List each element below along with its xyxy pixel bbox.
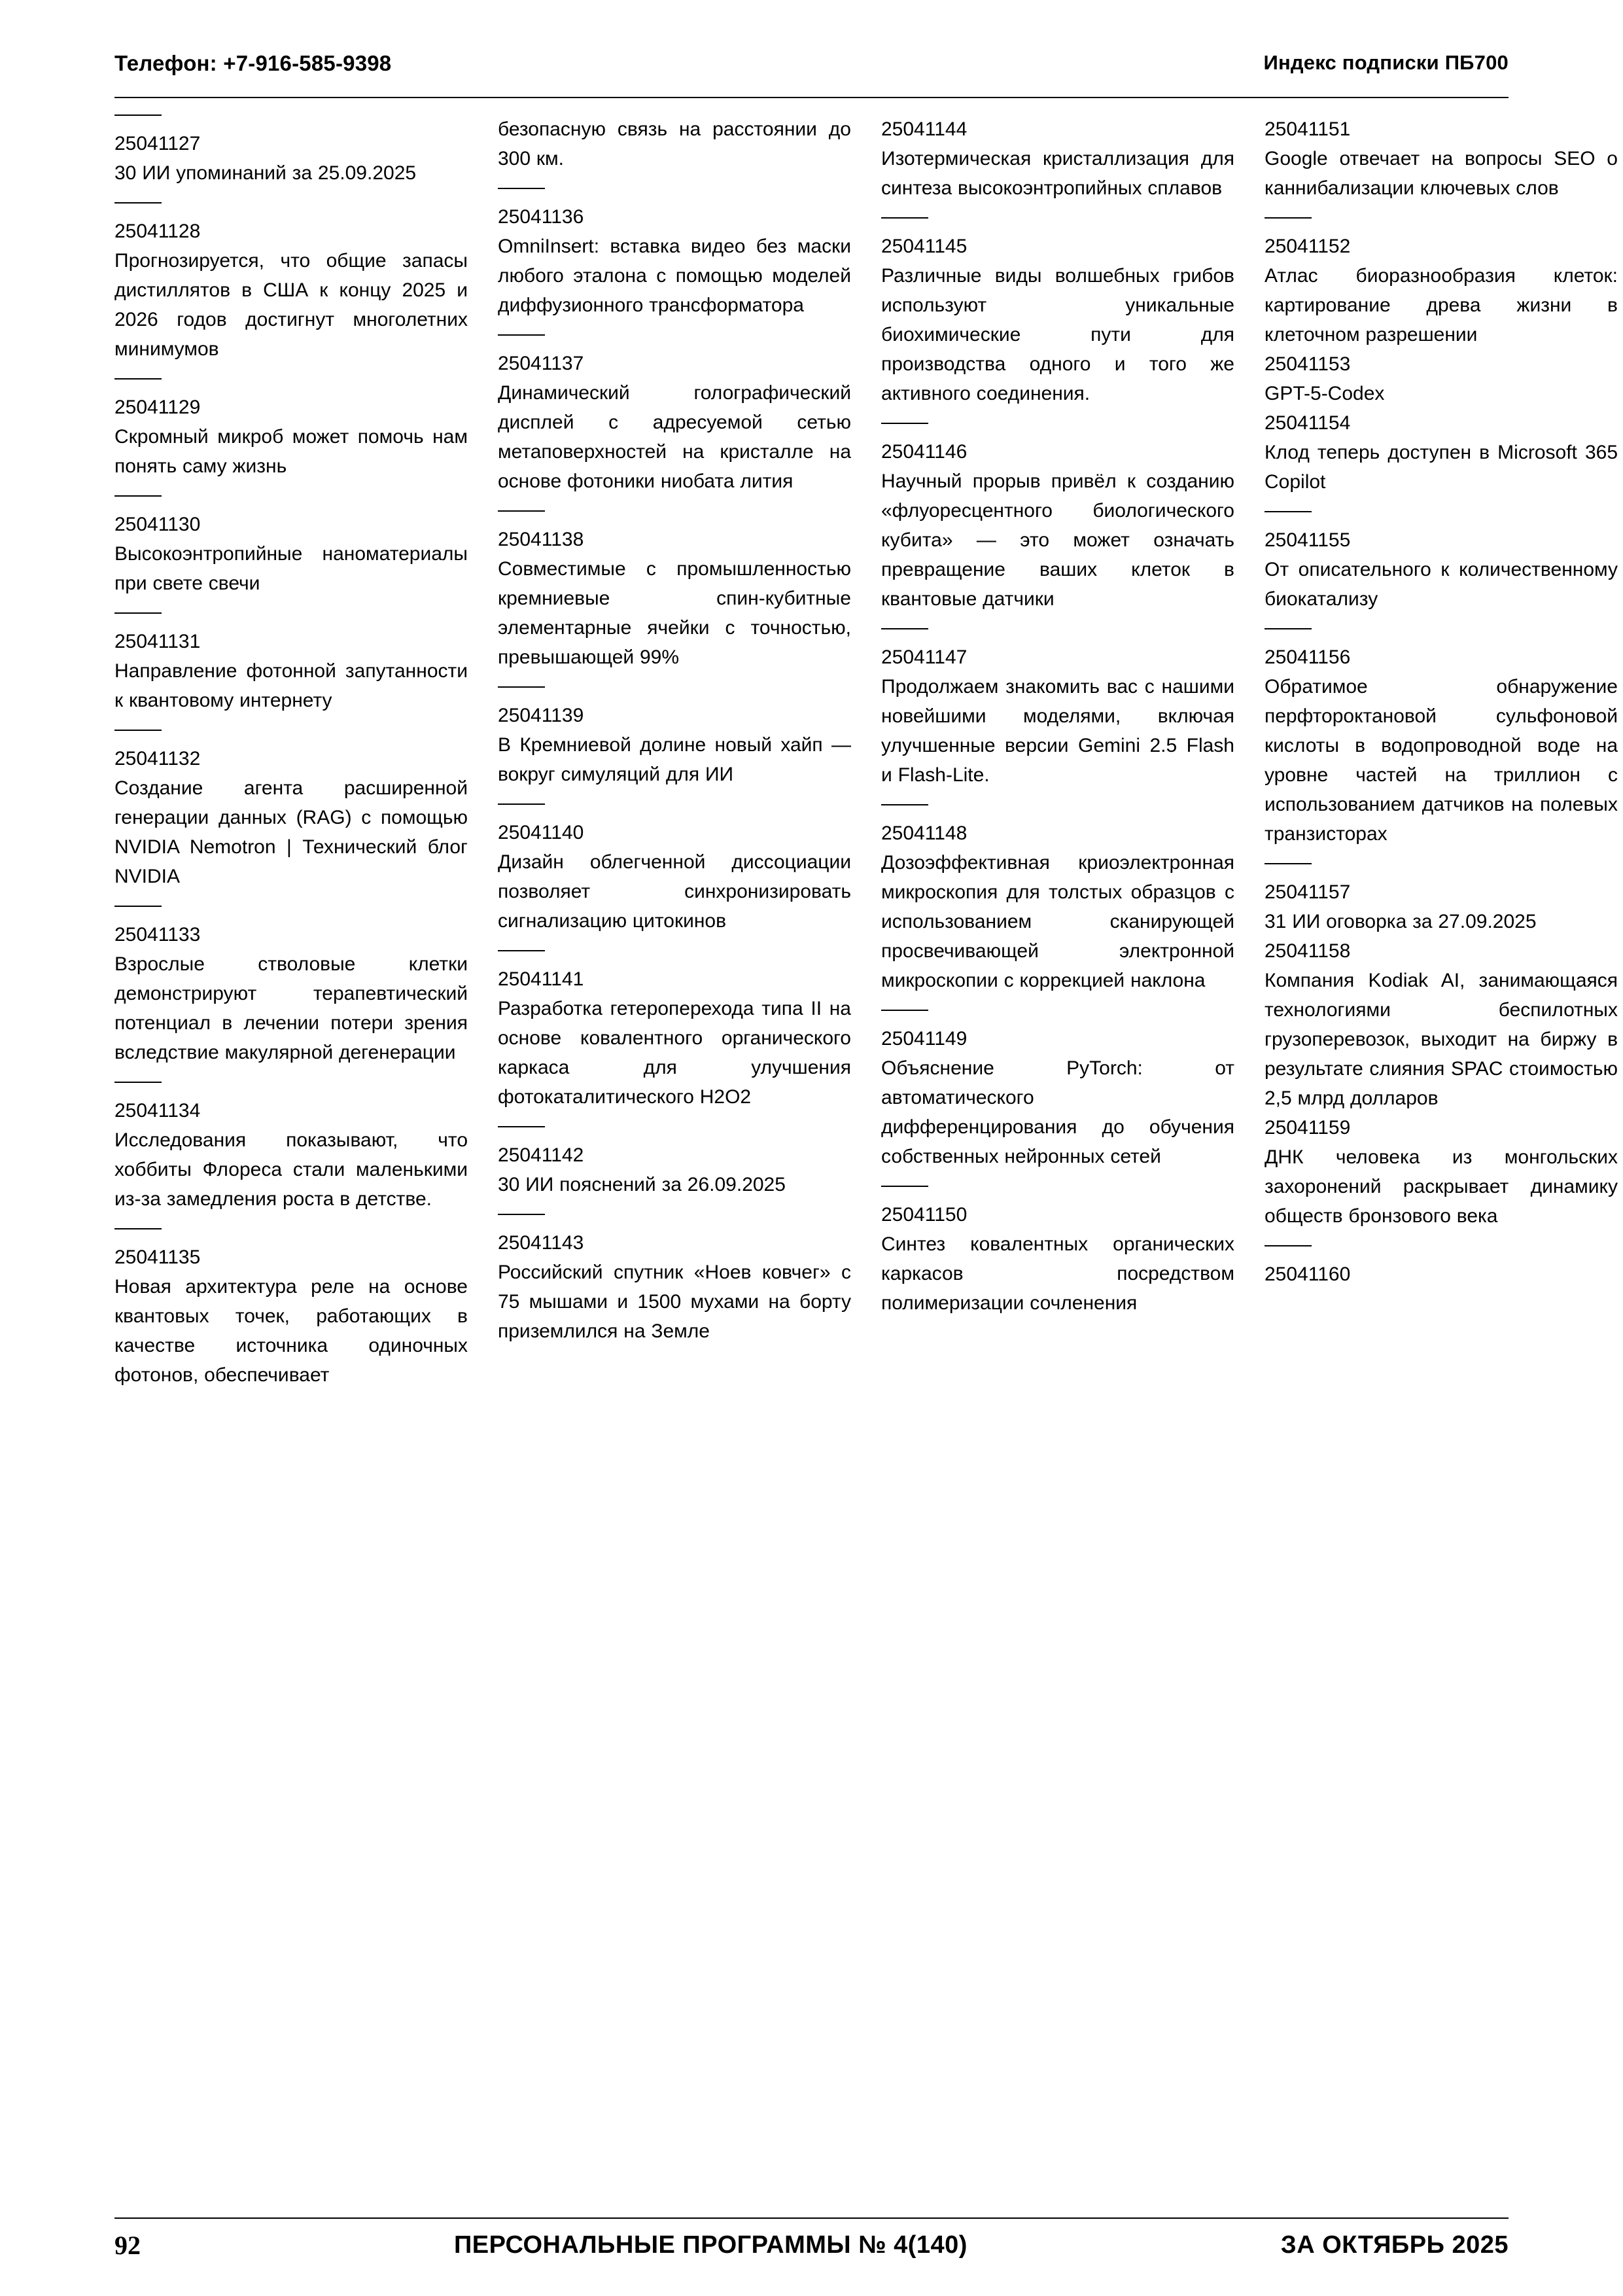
entry-separator	[498, 686, 545, 688]
entry-text: OmniInsert: вставка видео без маски любого эталона с помощью моделей диффузионного трансформатора	[498, 236, 851, 316]
article-entry	[498, 686, 851, 789]
article-entry	[1265, 408, 1618, 497]
article-entry	[114, 1228, 468, 1390]
entry-separator	[1265, 1245, 1312, 1246]
entry-separator	[1265, 511, 1312, 512]
entry-text: Google отвечает на вопросы SEO о каннибализации ключевых слов	[1265, 148, 1618, 199]
entry-text: Клод теперь доступен в Microsoft 365 Copilot	[1265, 442, 1618, 493]
entry-text: Исследования показывают, что хоббиты Флореса стали маленькими из-за замедления роста в детстве.	[114, 1129, 468, 1210]
header-divider	[114, 97, 1509, 98]
article-column	[114, 115, 468, 2191]
entry-id: 25041147	[881, 646, 968, 668]
entry-text: От описательного к количественному биокатализу	[1265, 559, 1618, 610]
entry-id: 25041138	[498, 529, 584, 550]
article-entry	[114, 730, 468, 891]
entry-separator	[498, 1126, 545, 1127]
entry-separator	[114, 378, 162, 380]
article-column	[498, 115, 851, 2191]
entry-separator	[1265, 217, 1312, 219]
article-entry	[498, 804, 851, 936]
entry-text: ДНК человека из монгольских захоронений раскрывает динамику обществ бронзового века	[1265, 1146, 1618, 1227]
entry-text: Динамический голографический дисплей с адресуемой сетью метаповерхностей на кристалле на основе фотоники ниобата лития	[498, 382, 851, 492]
article-entry	[881, 423, 1234, 614]
entry-separator	[114, 202, 162, 203]
entry-id: 25041137	[498, 353, 584, 374]
article-entry	[1265, 628, 1618, 849]
entry-separator	[881, 628, 928, 629]
entry-separator	[498, 334, 545, 336]
article-column	[881, 115, 1234, 2191]
entry-separator	[1265, 863, 1312, 864]
entry-separator	[114, 1228, 162, 1229]
entry-id: 25041131	[114, 631, 201, 652]
entry-text: Научный прорыв привёл к созданию «флуоресцентного биологического кубита» — это может означать превращение ваших клеток в квантовые датчики	[881, 470, 1234, 610]
entry-separator	[498, 188, 545, 189]
entry-text: Компания Kodiak AI, занимающаяся технологиями беспилотных грузоперевозок, выходит на биржу в результате слияния SPAC стоимостью 2,5 млрд долларов	[1265, 970, 1618, 1109]
article-entry	[1265, 511, 1618, 614]
entry-text: Российский спутник «Ноев ковчег» с 75 мышами и 1500 мухами на борту приземлился на Земле	[498, 1262, 851, 1342]
header-phone: Телефон: +7-916-585-9398	[114, 51, 392, 75]
entry-id: 25041151	[1265, 118, 1351, 140]
entry-separator	[881, 1186, 928, 1187]
entry-text: GPT-5-Codex	[1265, 383, 1385, 404]
entry-text: Изотермическая кристаллизация для синтеза высокоэнтропийных сплавов	[881, 148, 1234, 199]
entry-id: 25041129	[114, 397, 201, 418]
entry-id: 25041133	[114, 924, 201, 945]
article-entry	[114, 495, 468, 598]
article-columns	[114, 115, 1618, 2191]
entry-text: Различные виды волшебных грибов используют уникальные биохимические пути для производства одного и того же активного соединения.	[881, 265, 1234, 404]
entry-id: 25041143	[498, 1232, 584, 1254]
entry-id: 25041154	[1265, 412, 1351, 434]
publication-title: ПЕРСОНАЛЬНЫЕ ПРОГРАММЫ № 4(140)	[453, 2231, 968, 2259]
article-entry	[498, 188, 851, 320]
article-entry	[114, 378, 468, 481]
entry-text: Дозоэффективная криоэлектронная микроскопия для толстых образцов с использованием сканирующей просвечивающей электронной микроскопии с коррекцией наклона	[881, 852, 1234, 991]
entry-separator	[114, 730, 162, 731]
entry-text: Разработка гетероперехода типа II на основе ковалентного органического каркаса для улучшения фотокаталитического H2O2	[498, 998, 851, 1108]
entry-id: 25041157	[1265, 881, 1351, 903]
article-entry	[1265, 349, 1618, 408]
entry-id: 25041145	[881, 236, 968, 257]
page-footer	[114, 2225, 1509, 2265]
article-column	[1265, 115, 1618, 2191]
entry-text: Направление фотонной запутанности к квантовому интернету	[114, 660, 468, 711]
entry-id: 25041141	[498, 968, 584, 990]
article-entry	[1265, 217, 1618, 349]
entry-id: 25041153	[1265, 353, 1351, 375]
footer-divider	[114, 2217, 1509, 2219]
article-entry	[114, 1082, 468, 1214]
entry-id: 25041140	[498, 822, 584, 843]
entry-id: 25041159	[1265, 1117, 1351, 1139]
entry-separator	[498, 510, 545, 512]
entry-id: 25041132	[114, 748, 201, 769]
header-subscription-index: Индекс подписки ПБ700	[1263, 51, 1509, 74]
entry-id: 25041158	[1265, 940, 1351, 962]
entry-separator	[114, 612, 162, 614]
entry-text: 30 ИИ пояснений за 26.09.2025	[498, 1174, 786, 1195]
entry-id: 25041127	[114, 133, 201, 154]
entry-id: 25041160	[1265, 1263, 1351, 1285]
article-entry	[1265, 1113, 1618, 1231]
article-entry	[114, 115, 468, 188]
article-entry	[881, 1010, 1234, 1171]
entry-text: Высокоэнтропийные наноматериалы при свете свечи	[114, 543, 468, 594]
article-entry	[498, 1214, 851, 1346]
article-entry	[114, 906, 468, 1067]
entry-separator	[881, 423, 928, 424]
article-entry	[881, 804, 1234, 995]
article-entry	[881, 217, 1234, 408]
entry-text: Дизайн облегченной диссоциации позволяет синхронизировать сигнализацию цитокинов	[498, 851, 851, 932]
entry-separator	[1265, 628, 1312, 629]
entry-id: 25041139	[498, 705, 584, 726]
entry-separator	[114, 906, 162, 907]
entry-id: 25041142	[498, 1144, 584, 1166]
entry-separator	[498, 1214, 545, 1215]
entry-id: 25041148	[881, 822, 968, 844]
entry-id: 25041128	[114, 221, 201, 242]
entry-separator	[114, 1082, 162, 1083]
entry-text: В Кремниевой долине новый хайп — вокруг симуляций для ИИ	[498, 734, 851, 785]
entry-text: Скромный микроб может помочь нам понять саму жизнь	[114, 426, 468, 477]
entry-id: 25041130	[114, 514, 201, 535]
entry-separator	[498, 804, 545, 805]
entry-text: Объяснение PyTorch: от автоматического дифференцирования до обучения собственных нейронных сетей	[881, 1057, 1234, 1167]
article-entry	[498, 334, 851, 496]
article-entry	[1265, 1245, 1618, 1289]
entry-id: 25041136	[498, 206, 584, 228]
entry-separator	[114, 495, 162, 497]
article-entry	[114, 612, 468, 715]
entry-separator	[881, 804, 928, 805]
entry-separator	[498, 950, 545, 951]
article-entry	[498, 115, 851, 173]
entry-text: Взрослые стволовые клетки демонстрируют терапевтический потенциал в лечении потери зрения вследствие макулярной дегенерации	[114, 953, 468, 1063]
entry-separator	[881, 217, 928, 219]
entry-text: Атлас биоразнообразия клеток: картирование древа жизни в клеточном разрешении	[1265, 265, 1618, 345]
entry-id: 25041146	[881, 441, 968, 463]
entry-separator	[114, 115, 162, 116]
article-entry	[1265, 936, 1618, 1113]
entry-id: 25041155	[1265, 529, 1351, 551]
entry-text: Прогнозируется, что общие запасы дистиллятов в США к концу 2025 и 2026 годов достигнут многолетних минимумов	[114, 250, 468, 360]
article-entry	[881, 1186, 1234, 1318]
entry-id: 25041156	[1265, 646, 1351, 668]
article-entry	[1265, 863, 1618, 936]
entry-text: 30 ИИ упоминаний за 25.09.2025	[114, 162, 417, 184]
entry-text: 31 ИИ оговорка за 27.09.2025	[1265, 911, 1537, 932]
article-entry	[498, 950, 851, 1112]
entry-text: Обратимое обнаружение перфтороктановой сульфоновой кислоты в водопроводной воде на уровне частей на триллион с использованием датчиков на полевых транзисторах	[1265, 676, 1618, 845]
entry-text: Совместимые с промышленностью кремниевые спин-кубитные элементарные ячейки с точностью, превышающей 99%	[498, 558, 851, 668]
entry-text: Новая архитектура реле на основе квантовых точек, работающих в качестве источника одиночных фотонов, обеспечивает	[114, 1276, 468, 1386]
page-header	[114, 51, 1509, 97]
entry-id: 25041135	[114, 1246, 201, 1268]
entry-text: безопасную связь на расстоянии до 300 км.	[498, 118, 851, 169]
entry-id: 25041150	[881, 1204, 968, 1226]
entry-id: 25041149	[881, 1028, 968, 1050]
entry-text: Продолжаем знакомить вас с нашими новейшими моделями, включая улучшенные версии Gemini 2.5 Flash и Flash-Lite.	[881, 676, 1234, 786]
page-number: 92	[114, 2230, 141, 2260]
entry-id: 25041144	[881, 118, 968, 140]
article-entry	[498, 510, 851, 672]
publication-date: ЗА ОКТЯБРЬ 2025	[1280, 2231, 1509, 2259]
article-entry	[1265, 115, 1618, 203]
entry-separator	[881, 1010, 928, 1011]
entry-text: Синтез ковалентных органических каркасов посредством полимеризации сочленения	[881, 1233, 1234, 1314]
entry-id: 25041134	[114, 1100, 201, 1122]
entry-id: 25041152	[1265, 236, 1351, 257]
entry-text: Создание агента расширенной генерации данных (RAG) с помощью NVIDIA Nemotron | Технический блог NVIDIA	[114, 777, 468, 887]
article-entry	[881, 115, 1234, 203]
article-entry	[498, 1126, 851, 1199]
article-entry	[114, 202, 468, 364]
article-entry	[881, 628, 1234, 790]
